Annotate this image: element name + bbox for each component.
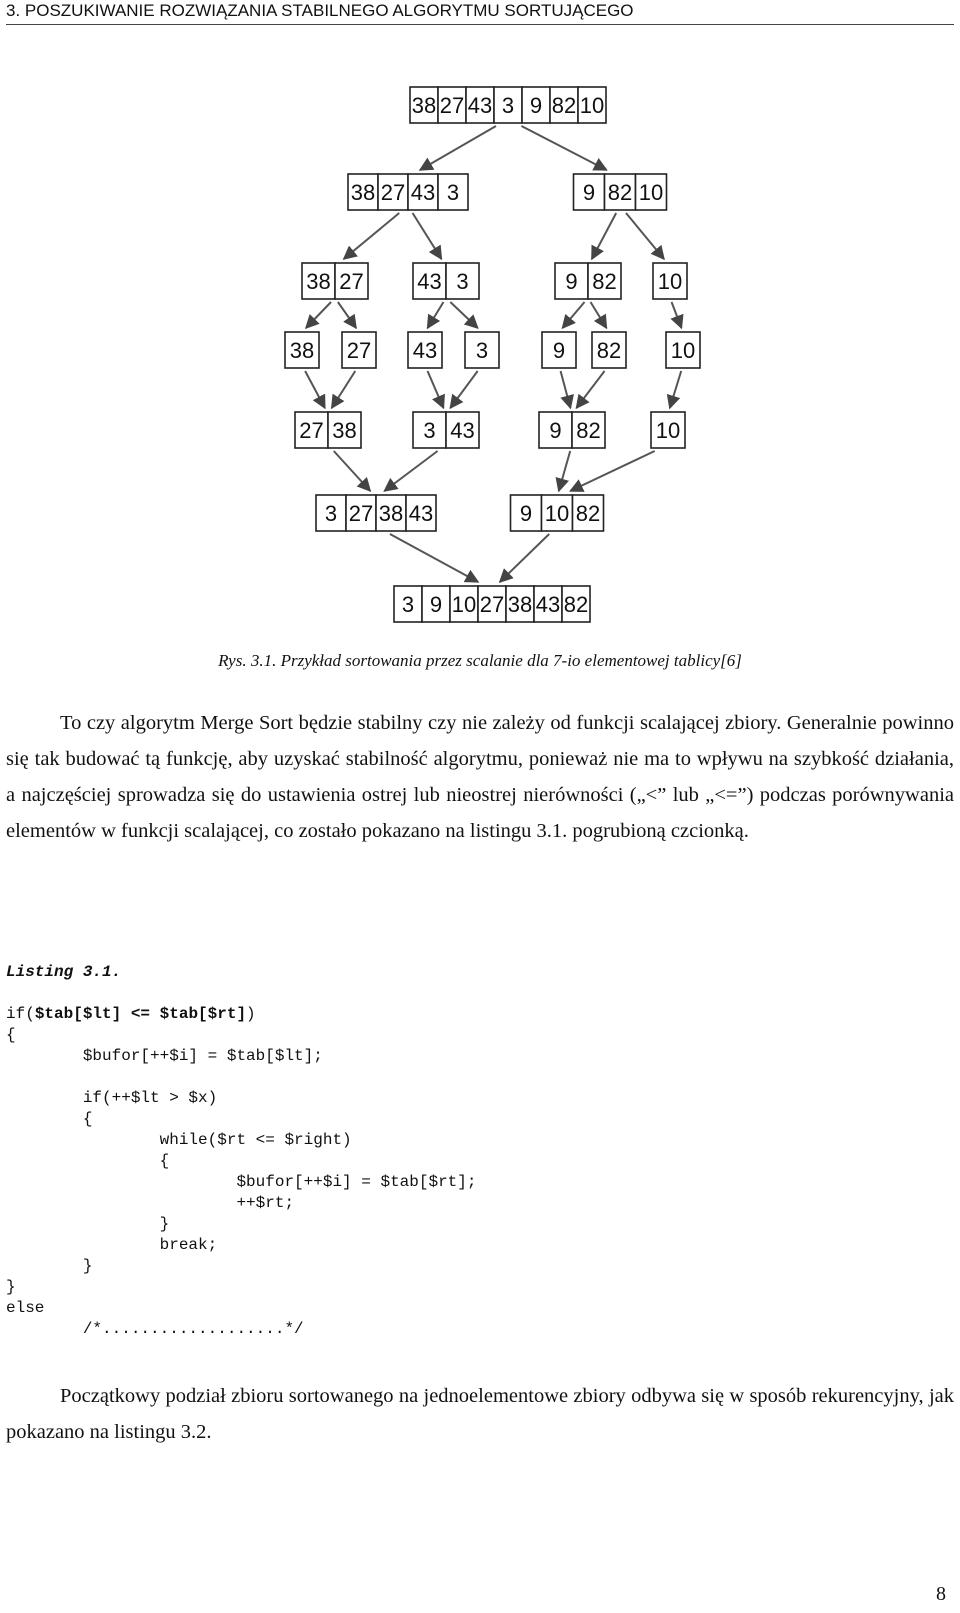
- array-value: 38: [306, 269, 331, 294]
- code-line: {: [6, 1026, 16, 1044]
- array-value: 9: [565, 269, 578, 294]
- code-line: {: [6, 1152, 170, 1170]
- array-value: 3: [456, 269, 469, 294]
- array-box: [408, 332, 442, 368]
- array-value: 10: [579, 93, 605, 118]
- array-value: 27: [439, 93, 465, 118]
- array-box: [465, 332, 499, 368]
- arrow: [332, 371, 356, 408]
- array-value: 38: [378, 501, 404, 526]
- code-listing: [6, 1004, 476, 1340]
- array-box: [539, 412, 605, 448]
- array-value: 27: [339, 269, 364, 294]
- array-box: [316, 495, 436, 531]
- array-value: 43: [467, 93, 493, 118]
- listing-title: Listing 3.1.: [6, 963, 122, 981]
- paragraph-recursive-split: [6, 1378, 954, 1450]
- array-value: 43: [408, 501, 434, 526]
- array-value: 3: [501, 93, 515, 118]
- code-line: }: [6, 1215, 170, 1233]
- array-value: 82: [563, 592, 589, 617]
- array-value: 43: [412, 338, 438, 363]
- array-value: 82: [551, 93, 577, 118]
- array-box: [542, 332, 576, 368]
- array-box: [511, 495, 604, 531]
- arrow: [626, 213, 664, 259]
- arrow: [592, 213, 616, 259]
- arrow: [450, 371, 477, 408]
- array-value: 38: [289, 338, 315, 363]
- code-line: while($rt <= $right): [6, 1131, 352, 1149]
- array-value: 82: [576, 418, 601, 443]
- array-value: 38: [507, 592, 533, 617]
- figure-caption: Rys. 3.1. Przykład sortowania przez scalanie dla 7-io elementowej tablicy[6]: [218, 651, 742, 670]
- array-box: [342, 332, 376, 368]
- code-line: break;: [6, 1236, 218, 1254]
- array-value: 9: [549, 418, 562, 443]
- array-value: 3: [446, 180, 460, 205]
- arrow: [570, 451, 654, 491]
- code-line: {: [6, 1110, 93, 1128]
- array-value: 10: [670, 338, 696, 363]
- array-value: 82: [596, 338, 622, 363]
- arrow: [344, 213, 399, 259]
- array-value: 10: [657, 269, 683, 294]
- array-value: 27: [380, 180, 406, 205]
- array-value: 10: [638, 180, 664, 205]
- array-value: 9: [429, 592, 443, 617]
- merge-sort-diagram: [0, 70, 960, 630]
- array-value: 3: [401, 592, 415, 617]
- array-value: 10: [451, 592, 477, 617]
- arrow: [500, 534, 549, 582]
- array-value: 9: [529, 93, 543, 118]
- arrow: [306, 302, 331, 328]
- array-box: [285, 332, 319, 368]
- array-value: 38: [332, 418, 357, 443]
- array-value: 82: [592, 269, 617, 294]
- arrow: [428, 371, 444, 408]
- arrow: [562, 302, 584, 328]
- arrow: [428, 302, 444, 328]
- code-line: $bufor[++$i] = $tab[$lt];: [6, 1047, 323, 1065]
- arrow: [338, 302, 356, 328]
- array-box: [410, 87, 606, 123]
- running-header: 3. POSZUKIWANIE ROZWIĄZANIA STABILNEGO ALGORYTMU SORTUJĄCEGO: [6, 0, 954, 25]
- array-value: 10: [544, 501, 570, 526]
- array-box: [302, 263, 368, 299]
- array-value: 10: [655, 418, 681, 443]
- array-box: [394, 586, 590, 622]
- array-value: 3: [324, 501, 338, 526]
- array-value: 27: [348, 501, 374, 526]
- code-line: $bufor[++$i] = $tab[$rt];: [6, 1173, 477, 1191]
- arrow: [672, 302, 682, 328]
- array-value: 43: [535, 592, 561, 617]
- arrow: [390, 534, 478, 582]
- arrow: [670, 371, 681, 408]
- array-value: 38: [350, 180, 376, 205]
- arrow: [521, 126, 606, 170]
- array-box: [413, 263, 479, 299]
- array-value: 27: [479, 592, 505, 617]
- arrow: [450, 302, 477, 328]
- array-box: [666, 332, 700, 368]
- array-value: 82: [575, 501, 601, 526]
- array-value: 3: [475, 338, 489, 363]
- array-box: [592, 332, 626, 368]
- array-box: [574, 174, 667, 210]
- array-value: 43: [450, 418, 475, 443]
- bold-comparison: $tab[$lt] <= $tab[$rt]: [34, 1005, 247, 1023]
- arrow: [576, 371, 604, 408]
- arrow: [559, 451, 570, 491]
- code-line: }: [6, 1257, 93, 1275]
- paragraph-text: Początkowy podział zbioru sortowanego na jednoelementowe zbiory odbywa się w sposób rekurencyjny, jak pokazano na listingu 3.2.: [6, 1385, 954, 1443]
- code-line: [6, 1067, 476, 1088]
- code-line: ++$rt;: [6, 1194, 295, 1212]
- array-value: 82: [607, 180, 633, 205]
- array-box: [653, 263, 687, 299]
- array-value: 43: [417, 269, 442, 294]
- paragraph-merge-sort-stability: [6, 705, 954, 849]
- array-value: 9: [519, 501, 533, 526]
- array-value: 27: [346, 338, 372, 363]
- array-box: [413, 412, 479, 448]
- code-line: if($tab[$lt] <= $tab[$rt]): [6, 1005, 256, 1023]
- arrow: [413, 213, 442, 259]
- code-line: }: [6, 1278, 16, 1296]
- array-box: [295, 412, 361, 448]
- arrow: [591, 302, 607, 328]
- arrow: [305, 371, 325, 408]
- array-value: 38: [411, 93, 437, 118]
- array-box: [651, 412, 685, 448]
- code-line: else: [6, 1299, 45, 1317]
- code-line: if(++$lt > $x): [6, 1089, 218, 1107]
- array-value: 9: [582, 180, 596, 205]
- array-value: 3: [423, 418, 436, 443]
- array-box: [555, 263, 621, 299]
- arrow: [420, 126, 496, 170]
- array-value: 27: [299, 418, 324, 443]
- arrow: [384, 451, 437, 491]
- array-value: 9: [552, 338, 566, 363]
- arrow: [334, 451, 370, 491]
- arrow: [561, 371, 571, 408]
- paragraph-text: To czy algorytm Merge Sort będzie stabilny czy nie zależy od funkcji scalającej zbiory. Generalnie powinno się tak budować tą funkcję, aby uzyskać stabilność algorytmu, ponieważ nie ma to wpływu na szybkość działania, a najczęściej sprowadza się do ustawienia ostrej lub nieostrej nierówności („<” lub „<=”) podczas porównywania elementów w funkcji scalającej, co zostało pokazano na listingu 3.1. pogrubioną czcionką.: [6, 712, 954, 842]
- array-value: 43: [410, 180, 436, 205]
- code-line: /*...................*/: [6, 1320, 304, 1338]
- page-number: 8: [936, 1583, 946, 1605]
- array-box: [348, 174, 468, 210]
